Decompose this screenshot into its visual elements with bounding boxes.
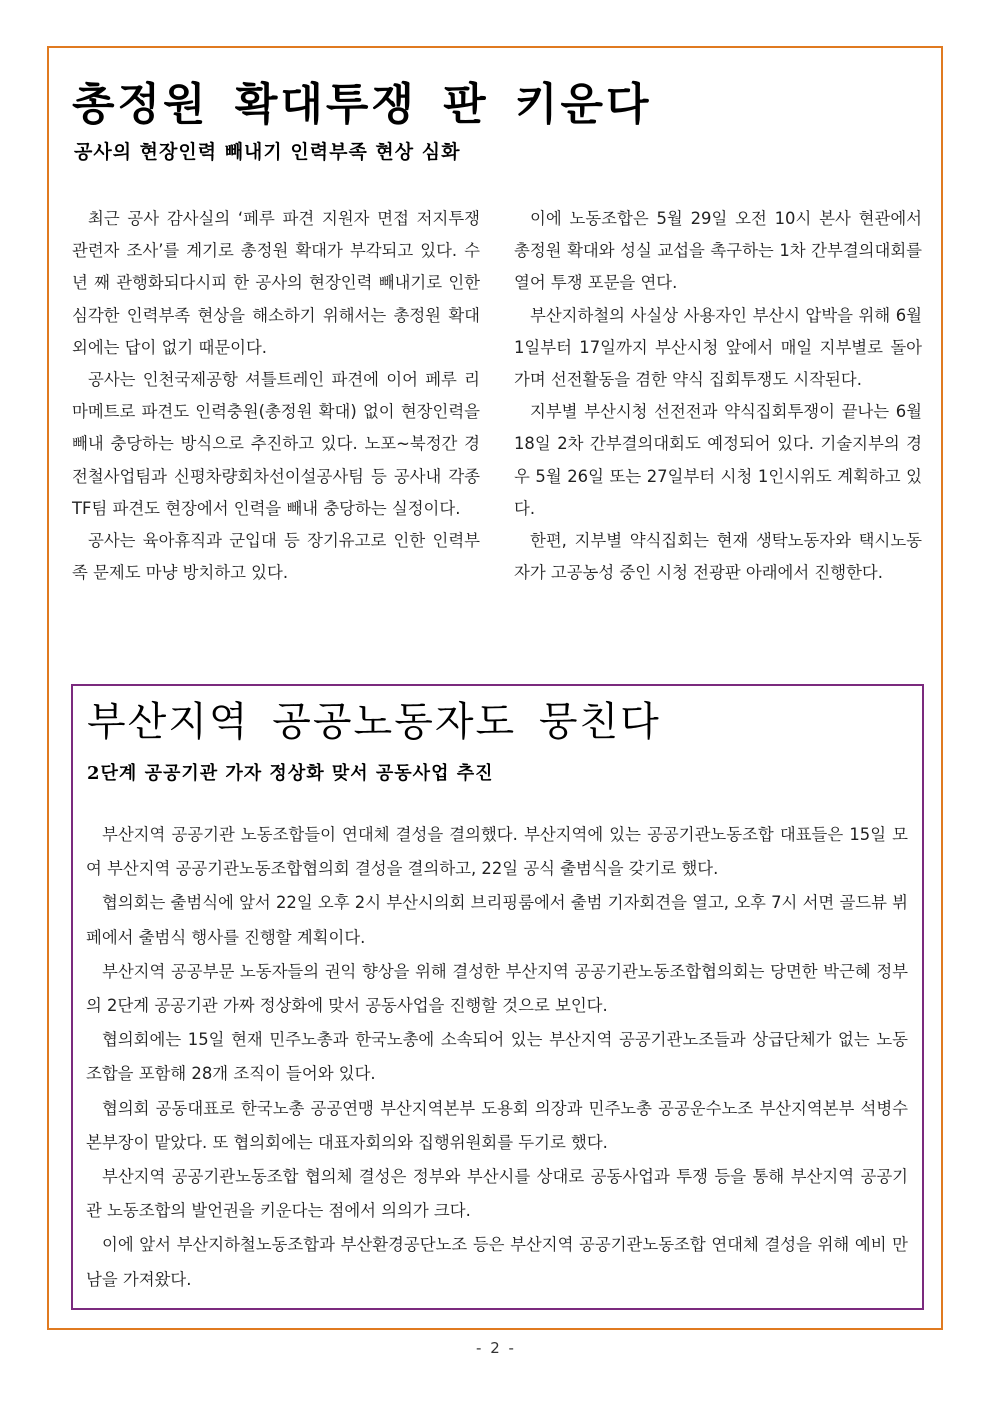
article1-subheadline: 공사의 현장인력 빼내기 인력부족 현상 심화 (74, 141, 461, 163)
article1-paragraph: 이에 노동조합은 5월 29일 오전 10시 본사 현관에서 총정원 확대와 성실 교섭을 촉구하는 1차 간부결의대회를 열어 투쟁 포문을 연다. (514, 209, 922, 293)
article2-paragraph: 부산지역 공공기관노동조합 협의체 결성은 정부와 부산시를 상대로 공동사업과 투쟁 등을 통해 부산지역 공공기관 노동조합의 발언권을 키운다는 점에서 의의가 크다. (86, 1167, 908, 1221)
article2-paragraph: 협의회 공동대표로 한국노총 공공연맹 부산지역본부 도용회 의장과 민주노총 공공운수노조 부산지역본부 석병수 본부장이 맡았다. 또 협의회에는 대표자회의와 집행위원회를 두기로 했다. (86, 1098, 908, 1152)
article2-paragraph: 부산지역 공공부문 노동자들의 권익 향상을 위해 결성한 부산지역 공공기관노동조합협의회는 당면한 박근혜 정부의 2단계 공공기관 가짜 정상화에 맞서 공동사업을 진행할 것으로 보인다. (86, 961, 908, 1016)
page-number: - 2 - (476, 1339, 516, 1357)
article1-headline: 총정원 확대투쟁 판 키운다 (72, 79, 652, 130)
article1-paragraph: 한편, 지부별 약식집회는 현재 생탁노동자와 택시노동자가 고공농성 중인 시청 전광판 아래에서 진행한다. (514, 531, 922, 583)
article2-body (86, 818, 908, 1297)
article1-paragraph: 지부별 부산시청 선전전과 약식집회투쟁이 끝나는 6월 18일 2차 간부결의대회도 예정되어 있다. 기술지부의 경우 5월 26일 또는 27일부터 시청 1인시위도 계획하고 있다. (514, 402, 922, 518)
article1-right-column (514, 203, 922, 589)
article2-paragraph: 협의회는 출범식에 앞서 22일 오후 2시 부산시의회 브리핑룸에서 출범 기자회견을 열고, 오후 7시 서면 골드뷰 뷔페에서 출범식 행사를 진행할 계획이다. (86, 893, 908, 947)
article2-paragraph: 이에 앞서 부산지하철노동조합과 부산환경공단노조 등은 부산지역 공공기관노동조합 연대체 결성을 위해 예비 만남을 가져왔다. (86, 1235, 908, 1289)
article2-subheadline: 2단계 공공기관 가자 정상화 맞서 공동사업 추진 (87, 763, 494, 784)
article1-paragraph: 공사는 인천국제공항 셔틀트레인 파견에 이어 페루 리마메트로 파견도 인력충원(총정원 확대) 없이 현장인력을 빼내 충당하는 방식으로 추진하고 있다. 노포~북정간 경전철사업팀과 신평차량회차선이설공사팀 등 공사내 각종 TF팀 파견도 현장에서 인력을 빼내 충당하는 실정이다. (72, 370, 480, 518)
article1-paragraph: 최근 공사 감사실의 ‘페루 파견 지원자 면접 저지투쟁 관련자 조사’를 계기로 총정원 확대가 부각되고 있다. 수년 째 관행화되다시피 한 공사의 현장인력 빼내기로 인한 심각한 인력부족 현상을 해소하기 위해서는 총정원 확대 외에는 답이 없기 때문이다. (72, 209, 480, 357)
article2-headline: 부산지역 공공노동자도 뭉친다 (87, 699, 661, 745)
article1-paragraph: 공사는 육아휴직과 군입대 등 장기유고로 인한 인력부족 문제도 마냥 방치하고 있다. (72, 531, 480, 583)
article1-paragraph: 부산지하철의 사실상 사용자인 부산시 압박을 위해 6월 1일부터 17일까지 부산시청 앞에서 매일 지부별로 돌아가며 선전활동을 겸한 약식 집회투쟁도 시작된다. (514, 305, 922, 390)
article2-paragraph: 협의회에는 15일 현재 민주노총과 한국노총에 소속되어 있는 부산지역 공공기관노조들과 상급단체가 없는 노동조합을 포함해 28개 조직이 들어와 있다. (86, 1030, 908, 1084)
article1-left-column (72, 203, 480, 589)
article2-paragraph: 부산지역 공공기관 노동조합들이 연대체 결성을 결의했다. 부산지역에 있는 공공기관노동조합 대표들은 15일 모여 부산지역 공공기관노동조합협의회 결성을 결의하고, 22일 공식 출범식을 갖기로 했다. (86, 825, 908, 879)
